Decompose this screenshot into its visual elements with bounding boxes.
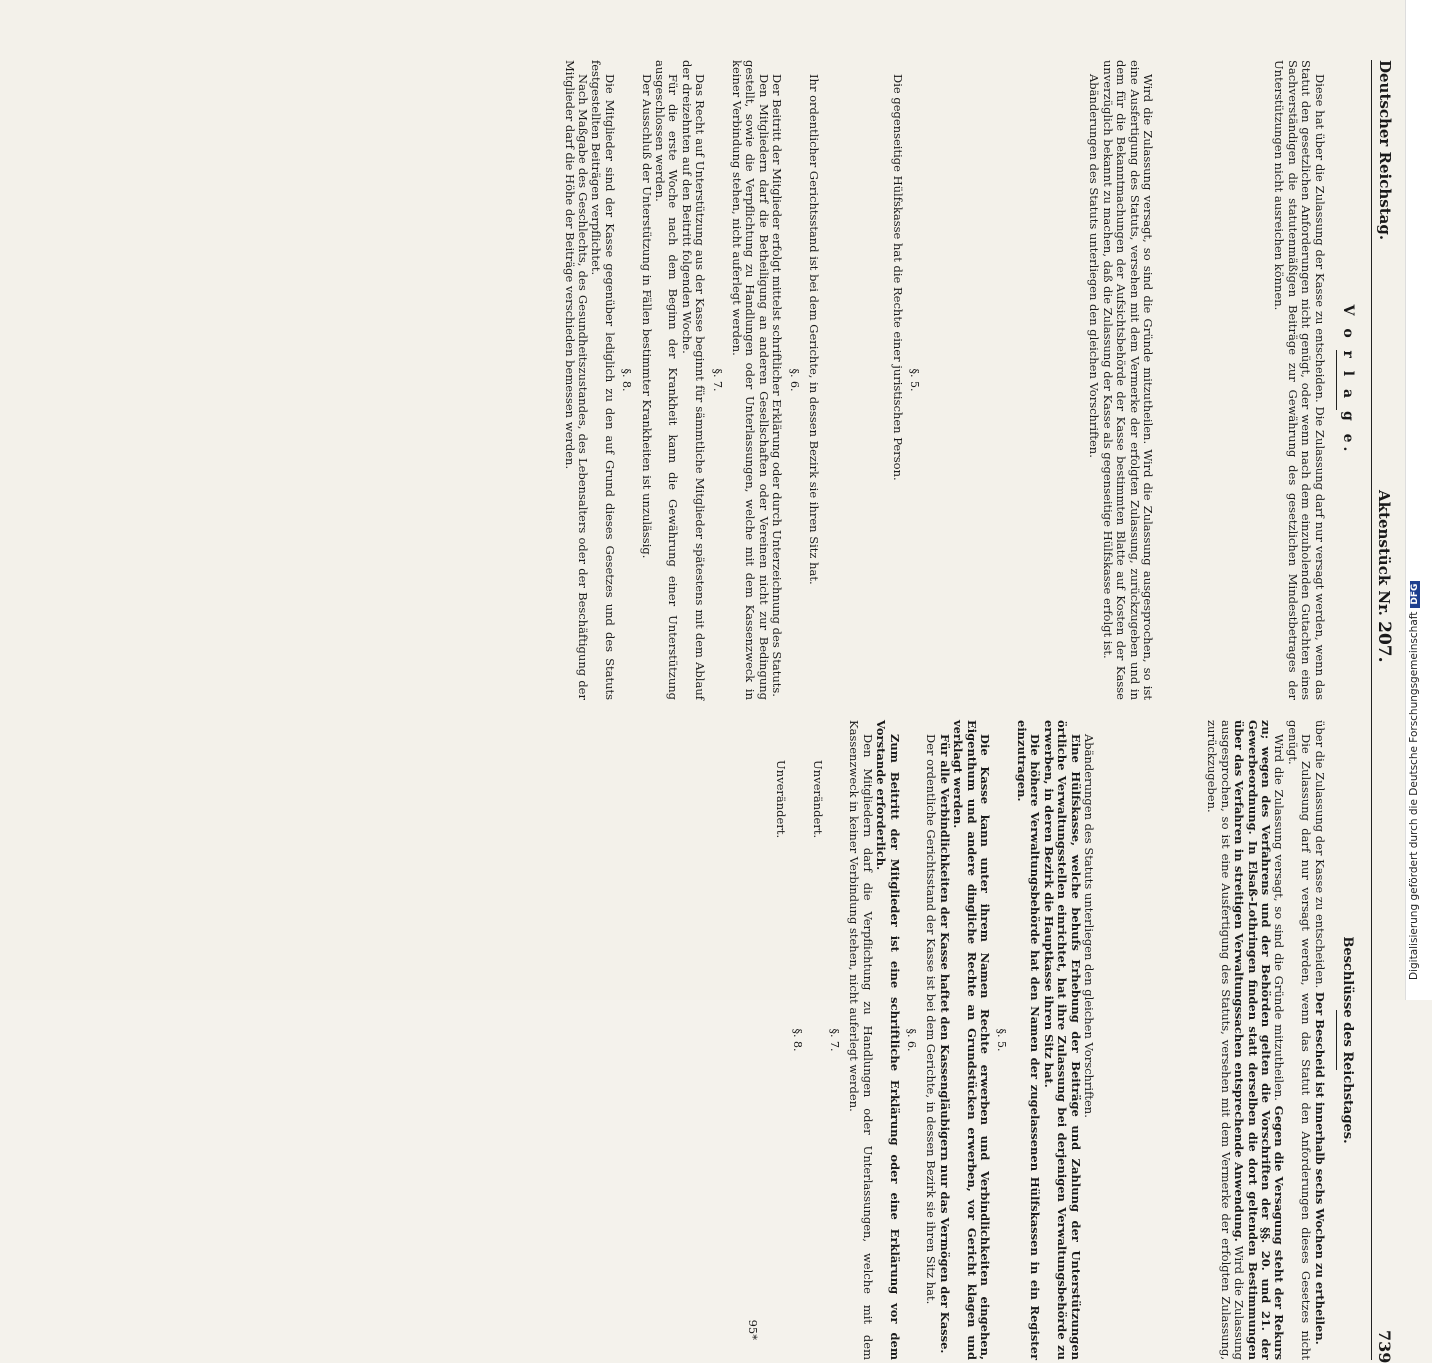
right-s7-text: Unverändert.	[810, 760, 825, 839]
left-s6-title: §. 6.	[787, 368, 801, 392]
left-column-title: V o r l a g e.	[1340, 304, 1356, 456]
left-s7-title: §. 7.	[710, 368, 724, 392]
right-s5-p2: Für alle Verbindlichkeiten der Kasse haftet den Kassengläubigern nur das Vermögen der Kasse.	[937, 734, 952, 1354]
right-p5: Eine Hülfskasse, welche behufs Erhebung der Beiträge und Zahlung der Unterstützungen örtliche Verwaltungsstellen einrichtet, hat ihre Zulassung bei derjenigen Verwaltungsbehörde zu erwerben, in deren Bezirk die Hauptkasse ihren Sitz hat.	[1041, 720, 1083, 1360]
right-column	[746, 720, 1360, 1360]
left-s7-p1: Das Recht auf Unterstützung aus der Kasse beginnt für sämmtliche Mitglieder spätestens mit dem Ablauf der dreizehnten auf den Beitritt folgenden Woche.	[679, 60, 708, 700]
left-s7-p2: Für die erste Woche nach dem Beginn der Krankheit kann die Gewährung einer Unterstützung ausgeschlossen werden.	[653, 60, 681, 700]
right-p4: Abänderungen des Statuts unterliegen den gleichen Vorschriften.	[1081, 734, 1096, 1118]
signature-mark: 95*	[746, 1319, 761, 1340]
header-left: Deutscher Reichstag.	[1376, 60, 1394, 241]
right-p2: Die Zulassung darf nur versagt werden, wenn das Statut den Anforderungen dieses Gesetzes nicht genügt.	[1285, 720, 1314, 1360]
left-column	[562, 60, 1360, 700]
right-p3c: Wird die Zulassung ausgesprochen, so ist eine Ausfertigung des Statuts, versehen mit dem Vermerke der erfolgten Zulassung, zurückzugeben.	[1205, 720, 1247, 1360]
left-s7-p3: Der Ausschluß der Unterstützung in Fällen bestimmter Krankheiten ist unzulässig.	[639, 74, 654, 559]
right-s5-title: §. 5.	[995, 1028, 1009, 1052]
left-s6-p1: Der Beitritt der Mitglieder erfolgt mittelst schriftlicher Erklärung oder durch Unterzeichnung des Statuts.	[770, 74, 785, 697]
left-s8-p1: Die Mitglieder sind der Kasse gegenüber lediglich zu den auf Grund dieses Gesetzes und des Statuts festgestellten Beiträgen verpflichtet.	[589, 60, 617, 700]
left-title-rule	[1336, 350, 1337, 410]
left-s5-p2: Ihr ordentlicher Gerichtsstand ist bei dem Gerichte, in dessen Bezirk sie ihren Sitz hat.	[807, 74, 822, 585]
right-p1a: über die Zulassung der Kasse zu entscheiden.	[1312, 720, 1327, 989]
right-p3a: Wird die Zulassung versagt, so sind die Gründe mitzutheilen.	[1272, 734, 1287, 1101]
header-center	[1374, 490, 1394, 663]
right-title-rule	[1336, 1010, 1337, 1070]
right-s6-p2: Den Mitgliedern darf die Verpflichtung zu Handlungen oder Unterlassungen, welche mit dem Kassenzweck in keiner Verbindung stehen, nicht auferlegt werden.	[847, 720, 875, 1360]
header-center-number: 207.	[1374, 621, 1394, 663]
left-s8-title: §. 8.	[620, 368, 634, 392]
right-s5-p3: Der ordentliche Gerichtsstand der Kasse ist bei dem Gerichte, in dessen Bezirk sie ihren Sitz hat.	[924, 734, 939, 1305]
dfg-credit	[1408, 0, 1420, 980]
right-p1b: Der Bescheid ist innerhalb sechs Wochen zu ertheilen.	[1312, 991, 1327, 1345]
header-rule	[1371, 60, 1372, 1360]
right-s6-title: §. 6.	[905, 1028, 919, 1052]
right-p6: Die höhere Verwaltungsbehörde hat den Namen der zugelassenen Hülfskassen in ein Register einzutragen.	[1014, 720, 1043, 1360]
right-p3b: Gegen die Versagung steht der Rekurs zu; wegen des Verfahrens und der Behörden gelten die Vorschriften der §§. 20. und 21. der Gewerbeordnung. In Elsaß-Lothringen finden statt derselben die dort geltenden Bestimmungen über das Verfahren in streitigen Verwaltungssachen entsprechende Anwendung.	[1232, 720, 1287, 1360]
header-center-prefix: Aktenstück Nr.	[1375, 490, 1393, 616]
left-s6-p2: Den Mitgliedern darf die Betheiligung an anderen Gesellschaften oder Vereinen nicht zur Bedingung gestellt, sowie die Verpflichtung zu Handlungen oder Unterlassungen, welche mit dem Kassenzweck in keiner Verbindung stehen, nicht auferlegt werden.	[730, 60, 771, 700]
left-s5-p1: Die gegenseitige Hülfskasse hat die Rechte einer juristischen Person.	[890, 74, 905, 481]
dfg-credit-text: Digitalisierung gefördert durch die Deutsche Forschungsgemeinschaft	[1408, 611, 1420, 980]
rotated-page	[60, 40, 1400, 1363]
right-s8-title: §. 8.	[791, 1028, 805, 1052]
right-s8-text: Unverändert.	[773, 760, 788, 839]
left-p2: Wird die Zulassung versagt, so sind die Gründe mitzutheilen. Wird die Zulassung ausgesprochen, so ist eine Ausfertigung des Statuts, versehen mit dem Vermerke der erfolgten Zulassung, zurückzugeben und in dem für die Bekanntmachungen der Aufsichtsbehörde der Kasse bestimmten Blatte auf Kosten der Kasse unverzüglich bekannt zu machen, daß die Zulassung der Kasse als gegenseitige Hülfskasse erfolgt ist.	[1100, 60, 1155, 700]
right-s7-title: §. 7.	[828, 1028, 842, 1052]
left-p3: Abänderungen des Statuts unterliegen den gleichen Vorschriften.	[1087, 74, 1102, 458]
right-s6-p1: Zum Beitritt der Mitglieder ist eine schriftliche Erklärung oder eine Erklärung vor dem Vorstande erforderlich.	[874, 720, 902, 1360]
page-number: 739	[1375, 1330, 1394, 1363]
left-s5-title: §. 5.	[907, 368, 921, 392]
dfg-logo: DFG	[1410, 581, 1420, 608]
right-column-title: Beschlüsse des Reichstages.	[1340, 936, 1355, 1144]
left-p1: Diese hat über die Zulassung der Kasse zu entscheiden. Die Zulassung darf nur versagt werden, wenn das Statut den gesetzlichen Anforderungen nicht genügt, oder wenn nach dem einzuholenden Gutachten eines Sachverständigen die statutenmäßigen Beiträge zur Gewährung des gesetzlichen Mindestbetrages der Unterstützungen nicht ausreichen können.	[1272, 60, 1327, 700]
left-s8-p2: Nach Maßgabe des Geschlechts, des Gesundheitszustandes, des Lebensalters oder der Beschäftigung der Mitglieder darf die Höhe der Beiträge verschieden bemessen werden.	[562, 60, 591, 700]
right-s5-p1: Die Kasse kann unter ihrem Namen Rechte erwerben und Verbindlichkeiten eingehen, Eigenthum und andere dingliche Rechte an Grundstücken erwerben, vor Gericht klagen und verklagt werden.	[951, 720, 993, 1360]
